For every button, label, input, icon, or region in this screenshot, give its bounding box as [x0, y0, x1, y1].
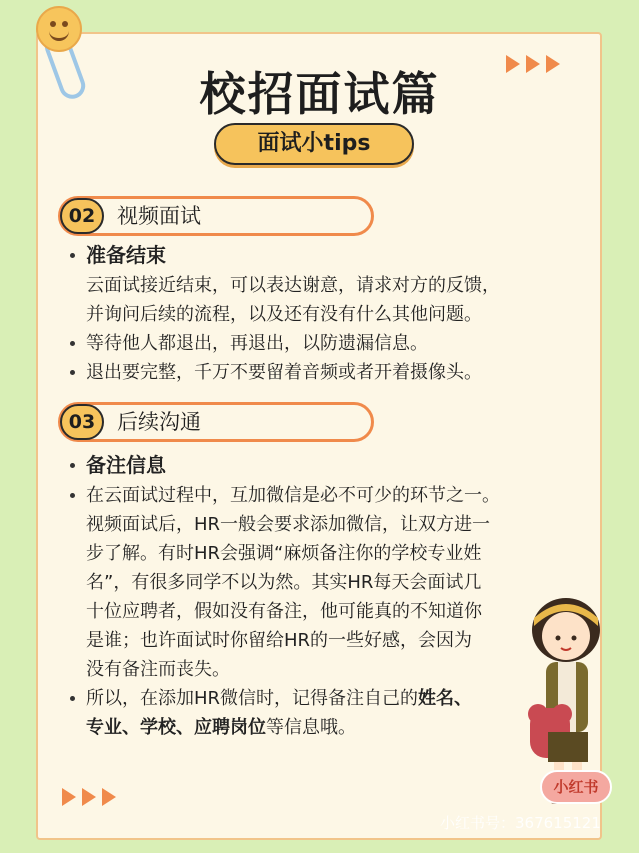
paragraph-line: 名”，有很多同学不以为然。其实HR每天会面试几 [86, 572, 482, 593]
bullet-text: 等信息哦。 [266, 717, 356, 738]
smiley-icon [36, 6, 82, 52]
section-label: 视频面试 [117, 204, 201, 228]
paragraph-line: 十位应聘者，假如没有备注，他可能真的不知道你 [86, 601, 482, 622]
list-item [64, 684, 584, 713]
list-item [64, 241, 584, 271]
bottom-arrows [62, 788, 116, 806]
paragraph-line: 步了解。有时HR会强调“麻烦备注你的学校专业姓 [86, 543, 482, 564]
section-03-body [64, 451, 584, 742]
paragraph-line: 并询问后续的流程，以及还有没有什么其他问题。 [86, 304, 482, 325]
subtitle-tag: 面试小tips [214, 123, 414, 165]
bullet-text: 所以，在添加HR微信时，记得备注自己的 [86, 688, 419, 709]
section-02-body [64, 241, 584, 387]
paragraph-line: 是谁；也许面试时你留给HR的一些好感，会因为 [86, 630, 473, 651]
bullet-text: 退出要完整，千万不要留着音频或者开着摄像头。 [86, 362, 482, 383]
section-header-02 [58, 196, 374, 236]
list-item [64, 451, 584, 481]
watermark: 小红书号：367615121 [440, 814, 601, 832]
paragraph-line: 云面试接近结束，可以表达谢意，请求对方的反馈， [86, 275, 500, 296]
arrow-icon [82, 788, 96, 806]
page-title: 校招面试篇 [199, 67, 440, 121]
list-item [64, 329, 584, 358]
bullet-text: 在云面试过程中，互加微信是必不可少的环节之一。 [86, 485, 500, 506]
section-number: 02 [60, 198, 104, 234]
section-header-03 [58, 402, 374, 442]
sub-heading: 准备结束 [86, 243, 166, 267]
section-number: 03 [60, 404, 104, 440]
list-item [64, 481, 584, 510]
paragraph-line [64, 713, 584, 742]
list-item [64, 358, 584, 387]
xiaohongshu-badge: 小红书 [540, 770, 612, 804]
arrow-icon [102, 788, 116, 806]
arrow-icon [62, 788, 76, 806]
bullet-text: 等待他人都退出，再退出，以防遗漏信息。 [86, 333, 428, 354]
sub-heading: 备注信息 [86, 453, 166, 477]
bold-text: 姓名、 [418, 688, 473, 709]
section-label: 后续沟通 [117, 410, 201, 434]
paragraph-line: 视频面试后，HR一般会要求添加微信，让双方进一 [86, 514, 491, 535]
bold-text: 专业、学校、应聘岗位 [86, 717, 266, 738]
paragraph-line: 没有备注而丧失。 [86, 659, 230, 680]
